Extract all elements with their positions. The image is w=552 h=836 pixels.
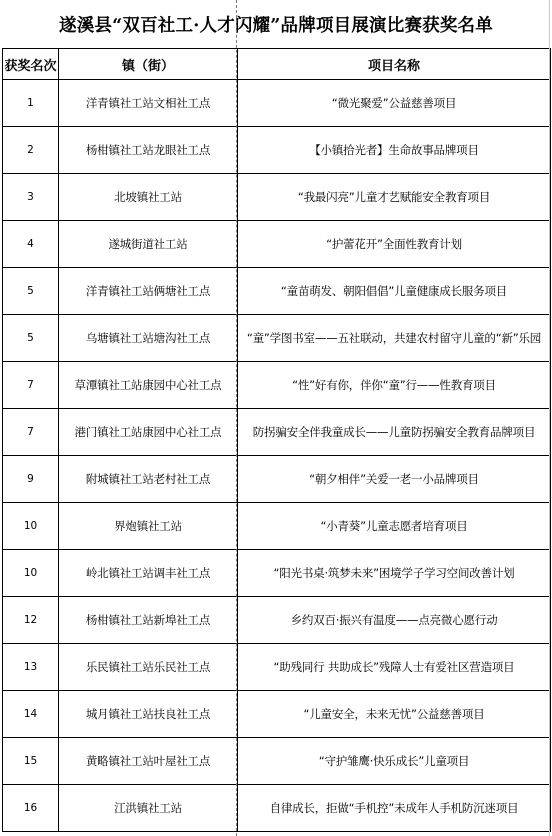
rank-cell: 7 (3, 362, 59, 409)
table-row (3, 221, 551, 268)
rank-cell: 3 (3, 174, 59, 221)
town-cell: 黄略镇社工站叶屋社工点 (59, 738, 238, 785)
header-town: 镇（街） (59, 49, 238, 80)
project-cell: “助残同行 共助成长”残障人士有爱社区营造项目 (238, 644, 551, 691)
page-edge-line (549, 0, 550, 836)
town-cell: 洋青镇社工站文相社工点 (59, 80, 238, 127)
project-cell: “童苗萌发、朝阳倡倡”儿童健康成长服务项目 (238, 268, 551, 315)
rank-cell: 5 (3, 315, 59, 362)
table-row (3, 456, 551, 503)
project-cell: “阳光书桌·筑梦未来”困境学子学习空间改善计划 (238, 550, 551, 597)
town-cell: 岭北镇社工站调丰社工点 (59, 550, 238, 597)
rank-cell: 2 (3, 127, 59, 174)
project-cell: “微光聚爱”公益慈善项目 (238, 80, 551, 127)
document-title: 遂溪县“双百社工·人才闪耀”品牌项目展演比赛获奖名单 (59, 15, 493, 36)
rank-cell: 7 (3, 409, 59, 456)
town-cell: 草潭镇社工站康园中心社工点 (59, 362, 238, 409)
town-cell: 港门镇社工站康园中心社工点 (59, 409, 238, 456)
project-cell: “守护雏鹰·快乐成长”儿童项目 (238, 738, 551, 785)
project-cell: “儿童安全，未来无忧”公益慈善项目 (238, 691, 551, 738)
rank-cell: 10 (3, 550, 59, 597)
table-body (3, 80, 551, 832)
table-row (3, 597, 551, 644)
town-cell: 附城镇社工站老村社工点 (59, 456, 238, 503)
table-row (3, 691, 551, 738)
project-cell: “童”学图书室——五社联动，共建农村留守儿童的“新”乐园 (238, 315, 551, 362)
rank-cell: 9 (3, 456, 59, 503)
table-row (3, 550, 551, 597)
header-project: 项目名称 (238, 49, 551, 80)
rank-cell: 4 (3, 221, 59, 268)
project-cell: “性”好有你，伴你“童”行——性教育项目 (238, 362, 551, 409)
town-cell: 遂城街道社工站 (59, 221, 238, 268)
rank-cell: 1 (3, 80, 59, 127)
project-cell: 防拐骗安全伴我童成长——儿童防拐骗安全教育品牌项目 (238, 409, 551, 456)
project-cell: 乡约双百·振兴有温度——点亮微心愿行动 (238, 597, 551, 644)
table-header-row (3, 49, 551, 80)
table-row (3, 503, 551, 550)
project-cell: 【小镇拾光者】生命故事品牌项目 (238, 127, 551, 174)
town-cell: 城月镇社工站扶良社工点 (59, 691, 238, 738)
table-row (3, 80, 551, 127)
column-guide-line (236, 0, 237, 836)
project-cell: “小青葵”儿童志愿者培育项目 (238, 503, 551, 550)
project-cell: “护蕾花开”全面性教育计划 (238, 221, 551, 268)
town-cell: 杨柑镇社工站新埠社工点 (59, 597, 238, 644)
town-cell: 江洪镇社工站 (59, 785, 238, 832)
table-row (3, 362, 551, 409)
table-row (3, 409, 551, 456)
project-cell: “朝夕相伴”关爱一老一小品牌项目 (238, 456, 551, 503)
rank-cell: 14 (3, 691, 59, 738)
rank-cell: 16 (3, 785, 59, 832)
town-cell: 乌塘镇社工站塘沟社工点 (59, 315, 238, 362)
table-row (3, 127, 551, 174)
award-table (2, 48, 551, 832)
table-row (3, 268, 551, 315)
rank-cell: 15 (3, 738, 59, 785)
town-cell: 北坡镇社工站 (59, 174, 238, 221)
town-cell: 洋青镇社工站俩塘社工点 (59, 268, 238, 315)
table-row (3, 174, 551, 221)
rank-cell: 5 (3, 268, 59, 315)
table-row (3, 785, 551, 832)
table-row (3, 644, 551, 691)
table-row (3, 315, 551, 362)
table-row (3, 738, 551, 785)
town-cell: 杨柑镇社工站龙眼社工点 (59, 127, 238, 174)
rank-cell: 12 (3, 597, 59, 644)
project-cell: 自律成长，拒做“手机控”未成年人手机防沉迷项目 (238, 785, 551, 832)
rank-cell: 13 (3, 644, 59, 691)
header-rank: 获奖名次 (3, 49, 59, 80)
town-cell: 乐民镇社工站乐民社工点 (59, 644, 238, 691)
project-cell: “我最闪亮”儿童才艺赋能安全教育项目 (238, 174, 551, 221)
rank-cell: 10 (3, 503, 59, 550)
town-cell: 界炮镇社工站 (59, 503, 238, 550)
